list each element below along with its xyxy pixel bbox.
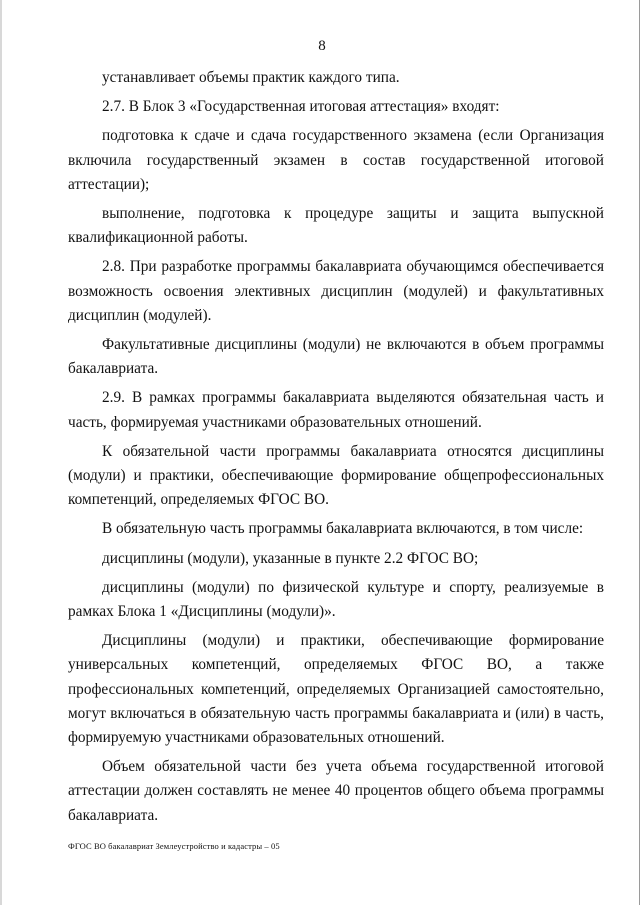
paragraph: К обязательной части программы бакалавриата относятся дисциплины (модули) и практики, обеспечивающие формирование общепрофессиональных компетенций, определяемых ФГОС ВО.	[68, 442, 604, 509]
page-number: 8	[318, 38, 326, 54]
page-footer: ФГОС ВО бакалавриат Землеустройство и кадастры – 05	[68, 841, 280, 851]
paragraph: 2.9. В рамках программы бакалавриата выделяются обязательная часть и часть, формируемая участниками образовательных отношений.	[68, 389, 604, 431]
paragraph: дисциплины (модули), указанные в пункте 2.2 ФГОС ВО;	[102, 549, 479, 567]
paragraph: 2.8. При разработке программы бакалавриата обучающимся обеспечивается возможность освоения элективных дисциплин (модулей) и факультативных дисциплин (модулей).	[68, 258, 604, 324]
paragraph: подготовка к сдаче и сдача государственного экзамена (если Организация включила государственный экзамен в состав государственной итоговой аттестации);	[68, 127, 604, 193]
paragraph: В обязательную часть программы бакалавриата включаются, в том числе:	[102, 520, 584, 538]
paragraph: Объем обязательной части без учета объема государственной итоговой аттестации должен составлять не менее 40 процентов общего объема программы бакалавриата.	[68, 758, 604, 824]
paragraph: выполнение, подготовка к процедуре защиты и защита выпускной квалификационной работы.	[68, 205, 604, 247]
document-body	[68, 66, 604, 833]
paragraph: дисциплины (модули) по физической культуре и спорту, реализуемые в рамках Блока 1 «Дисциплины (модули)».	[68, 578, 604, 621]
paragraph: устанавливает объемы практик каждого типа.	[102, 69, 400, 86]
paragraph: Дисциплины (модули) и практики, обеспечивающие формирование универсальных компетенций, определяемых ФГОС ВО, а также профессиональных компетенций, определяемых Организацией самостоятельно, могут включаться в обязательную часть программы бакалавриата и (или) в часть, формируемую участниками образовательных отношений.	[68, 632, 604, 747]
paragraph: 2.7. В Блок 3 «Государственная итоговая аттестация» входят:	[102, 98, 500, 116]
paragraph: Факультативные дисциплины (модули) не включаются в объем программы бакалавриата.	[68, 336, 604, 378]
